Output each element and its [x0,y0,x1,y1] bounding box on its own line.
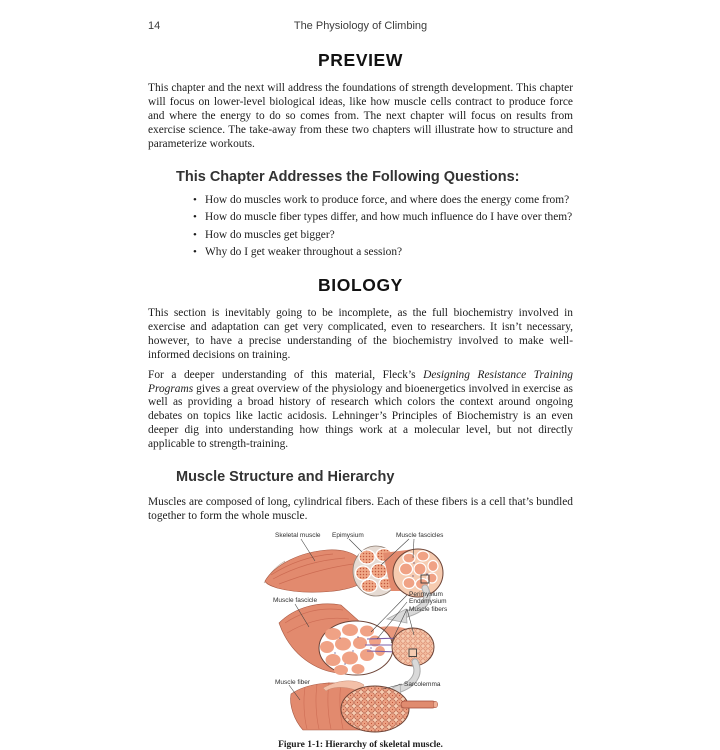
label-muscle-fascicle: Muscle fascicle [273,596,318,604]
figure-muscle-hierarchy [148,531,573,750]
muscle-structure-paragraph: Muscles are composed of long, cylindrical fibers. Each of these fibers is a cell that’s bundled together to form the whole muscle. [148,496,573,522]
label-muscle-fibers: Muscle fibers [409,605,448,613]
biology-paragraph-1: This section is inevitably going to be incomplete, as the full biochemistry involved in exercise and adaptation can get very complicated, even to researchers. It isn’t necessary, however, to have a precise understanding of the biochemistry involved to make well-informed decisions on training. [148,307,573,361]
book-title-italic: Designing Resistance Training Programs [148,368,573,395]
zoom-box-fiber [409,649,417,657]
questions-list [148,194,573,260]
muscle-fascicle-group [279,595,434,675]
question-item: • How do muscle fiber types differ, and how much influence do I have over them? [205,211,573,224]
question-item: • Why do I get weaker throughout a session? [205,246,573,259]
muscle-fiber-group [289,680,441,732]
muscle-hierarchy-illustration [263,531,458,731]
label-epimysium: Epimysium [332,531,364,539]
figure-canvas [263,531,458,731]
paragraph-text: For a deeper understanding of this material, Fleck’s [148,368,424,381]
label-muscle-fiber: Muscle fiber [275,678,311,686]
muscle-structure-heading: Muscle Structure and Hierarchy [176,469,395,486]
label-perimysium: Perimysium [409,590,443,598]
skeletal-muscle-group [264,539,443,597]
running-title: The Physiology of Climbing [293,20,428,32]
page-number: 14 [148,20,161,32]
paragraph-text: gives a great overview of the physiology and bioenergetics involved in exercise as well as providing a broad history of research which colors the context around ongoing debates on topics like lactic acidosis. Lehninger’s Principles of Biochemistry is an even deeper dig into understanding how things work at a molecular level, but not directly applicable to strength-training. [148,382,573,451]
question-item: • How do muscles work to produce force, and where does the energy come from? [205,194,573,207]
biology-heading: BIOLOGY [318,275,403,296]
question-item: • How do muscles get bigger? [205,229,573,242]
biology-paragraph-2 [148,369,573,452]
questions-heading: This Chapter Addresses the Following Questions: [176,168,520,185]
page-header [148,0,573,34]
label-endomysium: Endomysium [409,598,447,606]
label-sarcolemma: Sarcolemma [404,680,441,688]
label-skeletal-muscle: Skeletal muscle [275,531,321,539]
preview-paragraph: This chapter and the next will address the foundations of strength development. This chapter will focus on lower-level biological ideas, like how muscle cells contract to produce force and where the energy to do so comes from. The next chapter will focus on results from exercise science. The take-away from these two chapters will illustrate how to structure and parameterize workouts. [148,82,573,150]
page-content [148,0,573,750]
preview-heading: PREVIEW [318,50,403,70]
figure-caption: Figure 1-1: Hierarchy of skeletal muscle. [278,739,443,750]
label-muscle-fascicles: Muscle fascicles [396,531,444,539]
